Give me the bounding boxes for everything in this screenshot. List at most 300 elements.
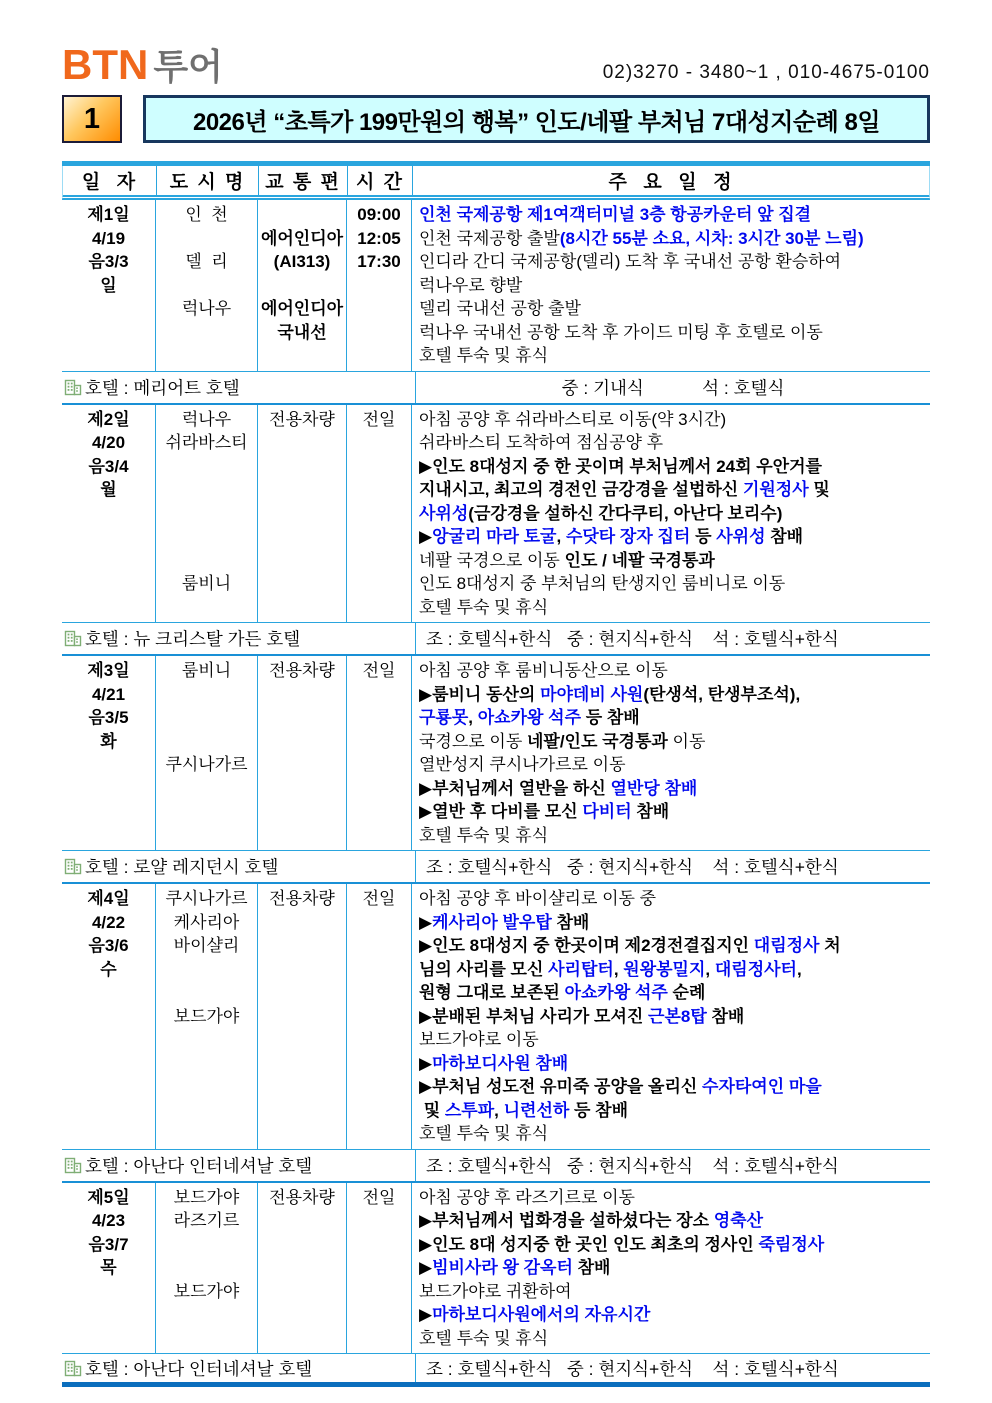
text-line: 쉬라바스티 <box>165 433 248 452</box>
schedule-line <box>412 911 930 935</box>
hotel-name-cell <box>62 623 416 654</box>
schedule-text-segment: 사위성 <box>716 527 766 546</box>
schedule-line <box>412 934 930 958</box>
schedule-text-segment: 다비터 <box>582 802 632 821</box>
hotel-meals-cell: 조 : 호텔식+한식 중 : 현지식+한식 석 : 호텔식+한식 <box>426 857 839 877</box>
day-row <box>62 656 930 851</box>
schedule-line <box>412 408 930 432</box>
text-line: 에어인디아 <box>260 228 344 248</box>
schedule-text-segment: 대림정사터 <box>714 959 797 979</box>
text-line <box>258 572 346 596</box>
text-line <box>156 706 257 730</box>
schedule-cell <box>412 884 930 1149</box>
hotel-name-cell <box>62 1354 416 1382</box>
document-header <box>62 34 930 86</box>
text-line <box>156 958 257 982</box>
hotel-name-cell <box>62 851 416 882</box>
hotel-building-icon <box>64 1157 82 1174</box>
text-line <box>258 1052 346 1076</box>
text-line <box>347 981 411 1005</box>
schedule-text-segment: 보드가야로 이동 <box>419 1030 539 1049</box>
schedule-text-segment: 참배 <box>572 1258 611 1277</box>
schedule-line <box>412 250 930 274</box>
text-line: 전용차량 <box>269 1187 335 1207</box>
schedule-text-segment: 열반성지 쿠시나가르로 이동 <box>419 755 626 774</box>
schedule-text-segment: 호텔 투숙 및 휴식 <box>419 346 549 365</box>
text-line <box>258 478 346 502</box>
text-line <box>156 1122 257 1146</box>
text-line <box>347 1256 411 1280</box>
schedule-line <box>412 455 930 479</box>
text-line <box>258 753 346 777</box>
text-line <box>347 297 411 321</box>
text-line: 화 <box>100 731 117 751</box>
text-line: 룸비니 <box>181 661 232 680</box>
date-cell <box>62 656 156 850</box>
text-line: 전용차량 <box>269 889 335 908</box>
text-line <box>258 1028 346 1052</box>
schedule-text-segment: 구룡못 <box>419 708 469 727</box>
text-line: 국내선 <box>277 322 327 342</box>
hotel-name-text: 호텔 : 메리어트 호텔 <box>85 377 240 398</box>
schedule-line <box>412 1028 930 1052</box>
text-line: 음3/7 <box>88 1234 129 1254</box>
text-line <box>258 911 346 935</box>
text-line <box>347 753 411 777</box>
hotel-meals-cell: 중 : 기내식 석 : 호텔식 <box>561 377 785 398</box>
schedule-line <box>412 706 930 730</box>
hotel-row <box>62 1150 930 1183</box>
schedule-text-segment: 앙굴리 마라 토굴 <box>432 527 557 546</box>
schedule-text-segment: 국경으로 이동 <box>419 731 527 751</box>
schedule-text-segment: 호텔 투숙 및 휴식 <box>419 825 549 845</box>
city-cell <box>156 656 258 850</box>
text-line <box>258 274 346 298</box>
schedule-line <box>412 777 930 801</box>
schedule-line <box>412 1327 930 1351</box>
schedule-text-segment: 호텔 투숙 및 휴식 <box>419 1124 549 1143</box>
schedule-text-segment: 참배 <box>765 527 804 546</box>
schedule-text-segment: ▶인도 8대성지 중 한 곳이며 부처님께서 24회 우안거를 <box>419 456 822 476</box>
schedule-line <box>412 1209 930 1233</box>
text-line <box>347 1052 411 1076</box>
transport-cell <box>258 1183 347 1354</box>
text-line <box>156 1233 257 1257</box>
schedule-text-segment: 참배 <box>551 912 590 932</box>
schedule-text-segment: , <box>556 527 566 546</box>
text-line: 라즈기르 <box>173 1211 240 1230</box>
date-cell <box>62 200 156 371</box>
hotel-building-icon <box>64 379 82 396</box>
text-line: 보드가야 <box>173 1187 240 1207</box>
header-date: 일 자 <box>63 166 157 195</box>
text-line: 17:30 <box>357 252 401 271</box>
time-cell <box>347 405 412 623</box>
text-line <box>258 1005 346 1029</box>
hotel-name-text: 호텔 : 로얄 레지던시 호텔 <box>85 857 279 877</box>
schedule-line <box>412 478 930 502</box>
text-line: 제5일 <box>87 1187 130 1207</box>
text-line <box>347 1122 411 1146</box>
schedule-text-segment: 님의 사리를 모신 <box>419 959 549 979</box>
text-line <box>258 1233 346 1257</box>
text-line <box>258 777 346 801</box>
city-cell <box>156 1183 258 1354</box>
schedule-text-segment: ▶분배된 부처님 사리가 모셔진 <box>419 1006 649 1026</box>
text-line: 4/19 <box>91 228 126 248</box>
schedule-text-segment: 아쇼카왕 석주 <box>564 983 668 1002</box>
text-line: 일 <box>100 275 117 295</box>
transport-cell <box>258 656 347 850</box>
text-line <box>347 958 411 982</box>
schedule-text-segment: 및 <box>808 480 830 499</box>
schedule-text-segment: 순례 <box>667 983 706 1002</box>
text-line: 수 <box>100 959 117 979</box>
date-cell <box>62 1183 156 1354</box>
text-line: 09:00 <box>357 205 401 224</box>
schedule-text-segment: 대림정사 <box>753 936 820 955</box>
logo-suffix-text: 투어 <box>153 46 223 87</box>
contact-phone-numbers: 02)3270 - 3480~1 , 010-4675-0100 <box>602 62 930 83</box>
schedule-text-segment: 수자타여인 마을 <box>702 1077 822 1096</box>
btn-tour-logo <box>62 41 223 88</box>
text-line <box>258 683 346 707</box>
text-line: 음3/4 <box>88 456 129 476</box>
schedule-text-segment: 처 <box>819 936 841 955</box>
text-line <box>156 321 257 345</box>
text-line <box>258 502 346 526</box>
hotel-name-cell <box>62 1150 416 1181</box>
schedule-line <box>412 572 930 596</box>
text-line: (AI313) <box>273 252 331 271</box>
schedule-text-segment: 영축산 <box>713 1211 763 1230</box>
text-line: 4/20 <box>91 433 126 452</box>
text-line <box>347 1209 411 1233</box>
schedule-line <box>412 824 930 848</box>
schedule-text-segment: 참배 <box>706 1006 745 1026</box>
text-line <box>156 800 257 824</box>
text-line <box>258 596 346 620</box>
schedule-line <box>412 1303 930 1327</box>
city-cell <box>156 884 258 1149</box>
schedule-line <box>412 958 930 982</box>
day-row <box>62 405 930 624</box>
schedule-line <box>412 203 930 227</box>
text-line <box>156 478 257 502</box>
schedule-line <box>412 753 930 777</box>
transport-cell <box>258 405 347 623</box>
text-line <box>258 344 346 368</box>
text-line <box>258 1099 346 1123</box>
schedule-text-segment: 케사리아 발우탑 <box>432 912 552 932</box>
header-city: 도 시 명 <box>157 166 259 195</box>
hotel-name-text: 호텔 : 아난다 인터네셔날 호텔 <box>85 1155 313 1176</box>
schedule-text-segment: 네팔/인도 국경통과 <box>526 731 668 751</box>
schedule-text-segment: ▶열반 후 다비를 모신 <box>419 802 583 821</box>
schedule-text-segment: 니련선하 <box>503 1100 570 1120</box>
text-line <box>347 1099 411 1123</box>
date-cell <box>62 884 156 1149</box>
schedule-text-segment: 호텔 투숙 및 휴식 <box>419 597 549 617</box>
schedule-text-segment: ▶ <box>419 527 433 546</box>
text-line <box>258 800 346 824</box>
text-line: 음3/5 <box>88 708 129 727</box>
text-line <box>347 1303 411 1327</box>
text-line <box>258 1209 346 1233</box>
text-line <box>156 1052 257 1076</box>
schedule-line <box>412 1256 930 1280</box>
schedule-line <box>412 502 930 526</box>
schedule-text-segment: 근본8탑 <box>648 1006 707 1026</box>
text-line: 제4일 <box>87 889 130 908</box>
schedule-text-segment: 호텔 투숙 및 휴식 <box>419 1328 549 1348</box>
schedule-text-segment: 수닷타 장자 집터 <box>565 527 691 546</box>
hotel-meals-cell: 조 : 호텔식+한식 중 : 현지식+한식 석 : 호텔식+한식 <box>426 1358 839 1379</box>
text-line <box>258 1256 346 1280</box>
text-line <box>258 934 346 958</box>
city-cell <box>156 200 258 371</box>
text-line <box>156 227 257 251</box>
schedule-text-segment: 럭나우 국내선 공항 도착 후 가이드 미팅 후 호텔로 이동 <box>419 322 823 342</box>
text-line: 보드가야 <box>173 1006 240 1026</box>
text-line <box>258 981 346 1005</box>
schedule-line <box>412 981 930 1005</box>
text-line <box>156 274 257 298</box>
text-line <box>347 824 411 848</box>
text-line: 쿠시나가르 <box>165 755 248 774</box>
header-schedule: 주 요 일 정 <box>608 172 734 193</box>
text-line <box>156 344 257 368</box>
day-row <box>62 200 930 372</box>
schedule-text-segment: 등 참배 <box>581 708 640 727</box>
text-line <box>258 706 346 730</box>
schedule-line <box>412 344 930 368</box>
schedule-text-segment: 아침 공양 후 룸비니동산으로 이동 <box>419 661 668 680</box>
schedule-line <box>412 525 930 549</box>
text-line <box>156 596 257 620</box>
schedule-text-segment: 네팔 국경으로 이동 <box>419 550 565 570</box>
schedule-text-segment: 열반당 참배 <box>610 778 698 798</box>
schedule-line <box>412 1122 930 1146</box>
text-line <box>347 1327 411 1351</box>
schedule-line <box>412 596 930 620</box>
schedule-line <box>412 297 930 321</box>
text-line <box>347 1233 411 1257</box>
schedule-text-segment: 사리탑터 <box>548 959 614 979</box>
schedule-text-segment: , <box>705 959 715 979</box>
text-line <box>258 549 346 573</box>
schedule-line <box>412 800 930 824</box>
text-line <box>156 1303 257 1327</box>
schedule-text-segment: 아침 공양 후 바이샬리로 이동 중 <box>419 889 657 908</box>
text-line <box>258 1303 346 1327</box>
tour-title: 2026년 “초특가 199만원의 행복” 인도/네팔 부처님 7대성지순례 8일 <box>143 95 930 143</box>
text-line: 럭나우 <box>181 409 232 429</box>
schedule-text-segment: 마하보디사원 참배 <box>432 1053 569 1073</box>
logo-brand-text: BTN <box>62 41 149 88</box>
text-line <box>156 1256 257 1280</box>
time-cell <box>347 884 412 1149</box>
text-line <box>258 525 346 549</box>
text-line <box>156 1327 257 1351</box>
text-line <box>347 596 411 620</box>
text-line <box>258 958 346 982</box>
schedule-line <box>412 431 930 455</box>
text-line <box>347 431 411 455</box>
hotel-building-icon <box>64 858 82 875</box>
hotel-row <box>62 372 930 405</box>
text-line <box>347 730 411 754</box>
transport-cell <box>258 884 347 1149</box>
text-line <box>347 683 411 707</box>
text-line: 전일 <box>362 1187 396 1207</box>
text-line: 델 리 <box>185 252 228 271</box>
text-line <box>258 1327 346 1351</box>
schedule-line <box>412 659 930 683</box>
schedule-text-segment: (금강경을 설하신 간다쿠티, 아난다 보리수) <box>468 503 783 523</box>
page-number-badge: 1 <box>62 95 122 143</box>
text-line <box>156 981 257 1005</box>
hotel-meals-cell: 조 : 호텔식+한식 중 : 현지식+한식 석 : 호텔식+한식 <box>426 1155 839 1176</box>
text-line <box>347 934 411 958</box>
schedule-cell <box>412 1183 930 1354</box>
schedule-line <box>412 730 930 754</box>
schedule-text-segment: 및 <box>419 1100 445 1120</box>
schedule-line <box>412 887 930 911</box>
text-line <box>258 1122 346 1146</box>
schedule-line <box>412 549 930 573</box>
hotel-name-text: 호텔 : 뉴 크리스탈 가든 호텔 <box>85 629 301 649</box>
text-line <box>156 683 257 707</box>
text-line <box>347 502 411 526</box>
text-line: 룸비니 <box>181 574 232 593</box>
schedule-text-segment: 죽림정사 <box>758 1234 825 1254</box>
text-line <box>347 1028 411 1052</box>
header-transport: 교 통 편 <box>259 166 348 195</box>
text-line: 보드가야 <box>173 1281 240 1301</box>
schedule-line <box>412 683 930 707</box>
text-line <box>258 455 346 479</box>
hotel-meals-cell: 조 : 호텔식+한식 중 : 현지식+한식 석 : 호텔식+한식 <box>426 629 839 649</box>
transport-cell <box>258 200 347 371</box>
hotel-row <box>62 1354 930 1387</box>
text-line <box>347 800 411 824</box>
text-line <box>258 1075 346 1099</box>
text-line <box>347 344 411 368</box>
schedule-text-segment: 지내시고, 최고의 경전인 금강경을 설법하신 <box>419 480 743 499</box>
text-line <box>347 572 411 596</box>
title-bar <box>62 95 930 143</box>
schedule-text-segment: 델리 국내선 공항 출발 <box>419 299 581 318</box>
text-line <box>347 274 411 298</box>
schedule-text-segment: (탄생석, 탄생부조석), <box>643 684 801 704</box>
header-time: 시 간 <box>348 166 413 195</box>
schedule-text-segment: ▶ <box>419 1305 433 1324</box>
schedule-text-segment: 인천 국제공항 출발 <box>419 228 560 248</box>
hotel-building-icon <box>64 630 82 647</box>
schedule-text-segment: 참배 <box>631 802 670 821</box>
schedule-text-segment: , <box>468 708 478 727</box>
schedule-text-segment: ▶부처님께서 법화경을 설하셨다는 장소 <box>419 1211 714 1230</box>
text-line: 럭나우 <box>181 299 232 318</box>
schedule-text-segment: 등 참배 <box>569 1100 629 1120</box>
schedule-text-segment: 등 <box>690 527 717 546</box>
text-line: 전일 <box>362 661 396 680</box>
schedule-text-segment: 아침 공양 후 쉬라바스티로 이동(약 3시간) <box>419 409 727 429</box>
schedule-text-segment: 럭나우로 향발 <box>419 275 523 295</box>
text-line <box>156 455 257 479</box>
text-line <box>258 1280 346 1304</box>
text-line <box>347 911 411 935</box>
schedule-text-segment: 인도 / 네팔 국경통과 <box>564 550 715 570</box>
schedule-text-segment: 기원정사 <box>742 480 809 499</box>
text-line <box>156 549 257 573</box>
schedule-line <box>412 1280 930 1304</box>
hotel-name-text: 호텔 : 아난다 인터네셔날 호텔 <box>85 1358 313 1379</box>
text-line: 4/22 <box>91 912 126 932</box>
text-line: 에어인디아 <box>260 299 344 318</box>
schedule-line <box>412 274 930 298</box>
schedule-text-segment: 인디라 간디 국제공항(델리) 도착 후 국내선 공항 환승하여 <box>419 252 842 271</box>
time-cell <box>347 200 412 371</box>
schedule-text-segment: ▶인도 8대성지 중 한곳이며 제2경전결집지인 <box>419 936 754 955</box>
schedule-text-segment: ▶인도 8대 성지중 한 곳인 인도 최초의 정사인 <box>419 1234 759 1254</box>
text-line: 전용차량 <box>269 661 335 680</box>
schedule-text-segment: ▶부처님 성도전 유미죽 공양을 올리신 <box>419 1077 703 1096</box>
text-line: 인 천 <box>185 205 228 224</box>
text-line: 바이샬리 <box>173 936 240 955</box>
schedule-text-segment: 쉬라바스티 도착하여 점심공양 후 <box>419 433 664 452</box>
text-line: 제1일 <box>87 205 130 224</box>
text-line: 목 <box>100 1258 117 1277</box>
schedule-text-segment: ▶부처님께서 열반을 하신 <box>419 778 611 798</box>
schedule-text-segment: 아쇼카왕 석주 <box>477 708 581 727</box>
schedule-text-segment: ▶ <box>419 1053 433 1073</box>
time-cell <box>347 1183 412 1354</box>
text-line <box>258 824 346 848</box>
text-line <box>347 706 411 730</box>
city-cell <box>156 405 258 623</box>
schedule-line <box>412 1005 930 1029</box>
schedule-text-segment: 사위성 <box>419 503 469 523</box>
text-line <box>156 1099 257 1123</box>
text-line <box>347 455 411 479</box>
schedule-text-segment: 아침 공양 후 라즈기르로 이동 <box>419 1187 635 1207</box>
schedule-text-segment: 마하보디사원에서의 자유시간 <box>432 1305 651 1324</box>
schedule-text-segment: 보드가야로 귀환하여 <box>419 1281 572 1301</box>
text-line: 제2일 <box>87 409 130 429</box>
text-line: 4/23 <box>91 1211 126 1230</box>
text-line <box>347 321 411 345</box>
text-line: 제3일 <box>87 661 130 680</box>
schedule-line <box>412 1099 930 1123</box>
schedule-text-segment: 스투파 <box>444 1100 495 1120</box>
day-row <box>62 1183 930 1355</box>
itinerary-body <box>62 200 930 1387</box>
itinerary-table <box>62 161 930 1387</box>
schedule-line <box>412 1233 930 1257</box>
schedule-text-segment: 원왕봉밀지 <box>623 959 706 979</box>
text-line <box>347 777 411 801</box>
schedule-line <box>412 227 930 251</box>
schedule-line <box>412 1052 930 1076</box>
text-line: 음3/6 <box>88 936 129 955</box>
schedule-text-segment: , <box>613 959 624 979</box>
text-line <box>156 824 257 848</box>
text-line <box>347 525 411 549</box>
text-line <box>258 730 346 754</box>
table-header-row <box>62 166 930 200</box>
